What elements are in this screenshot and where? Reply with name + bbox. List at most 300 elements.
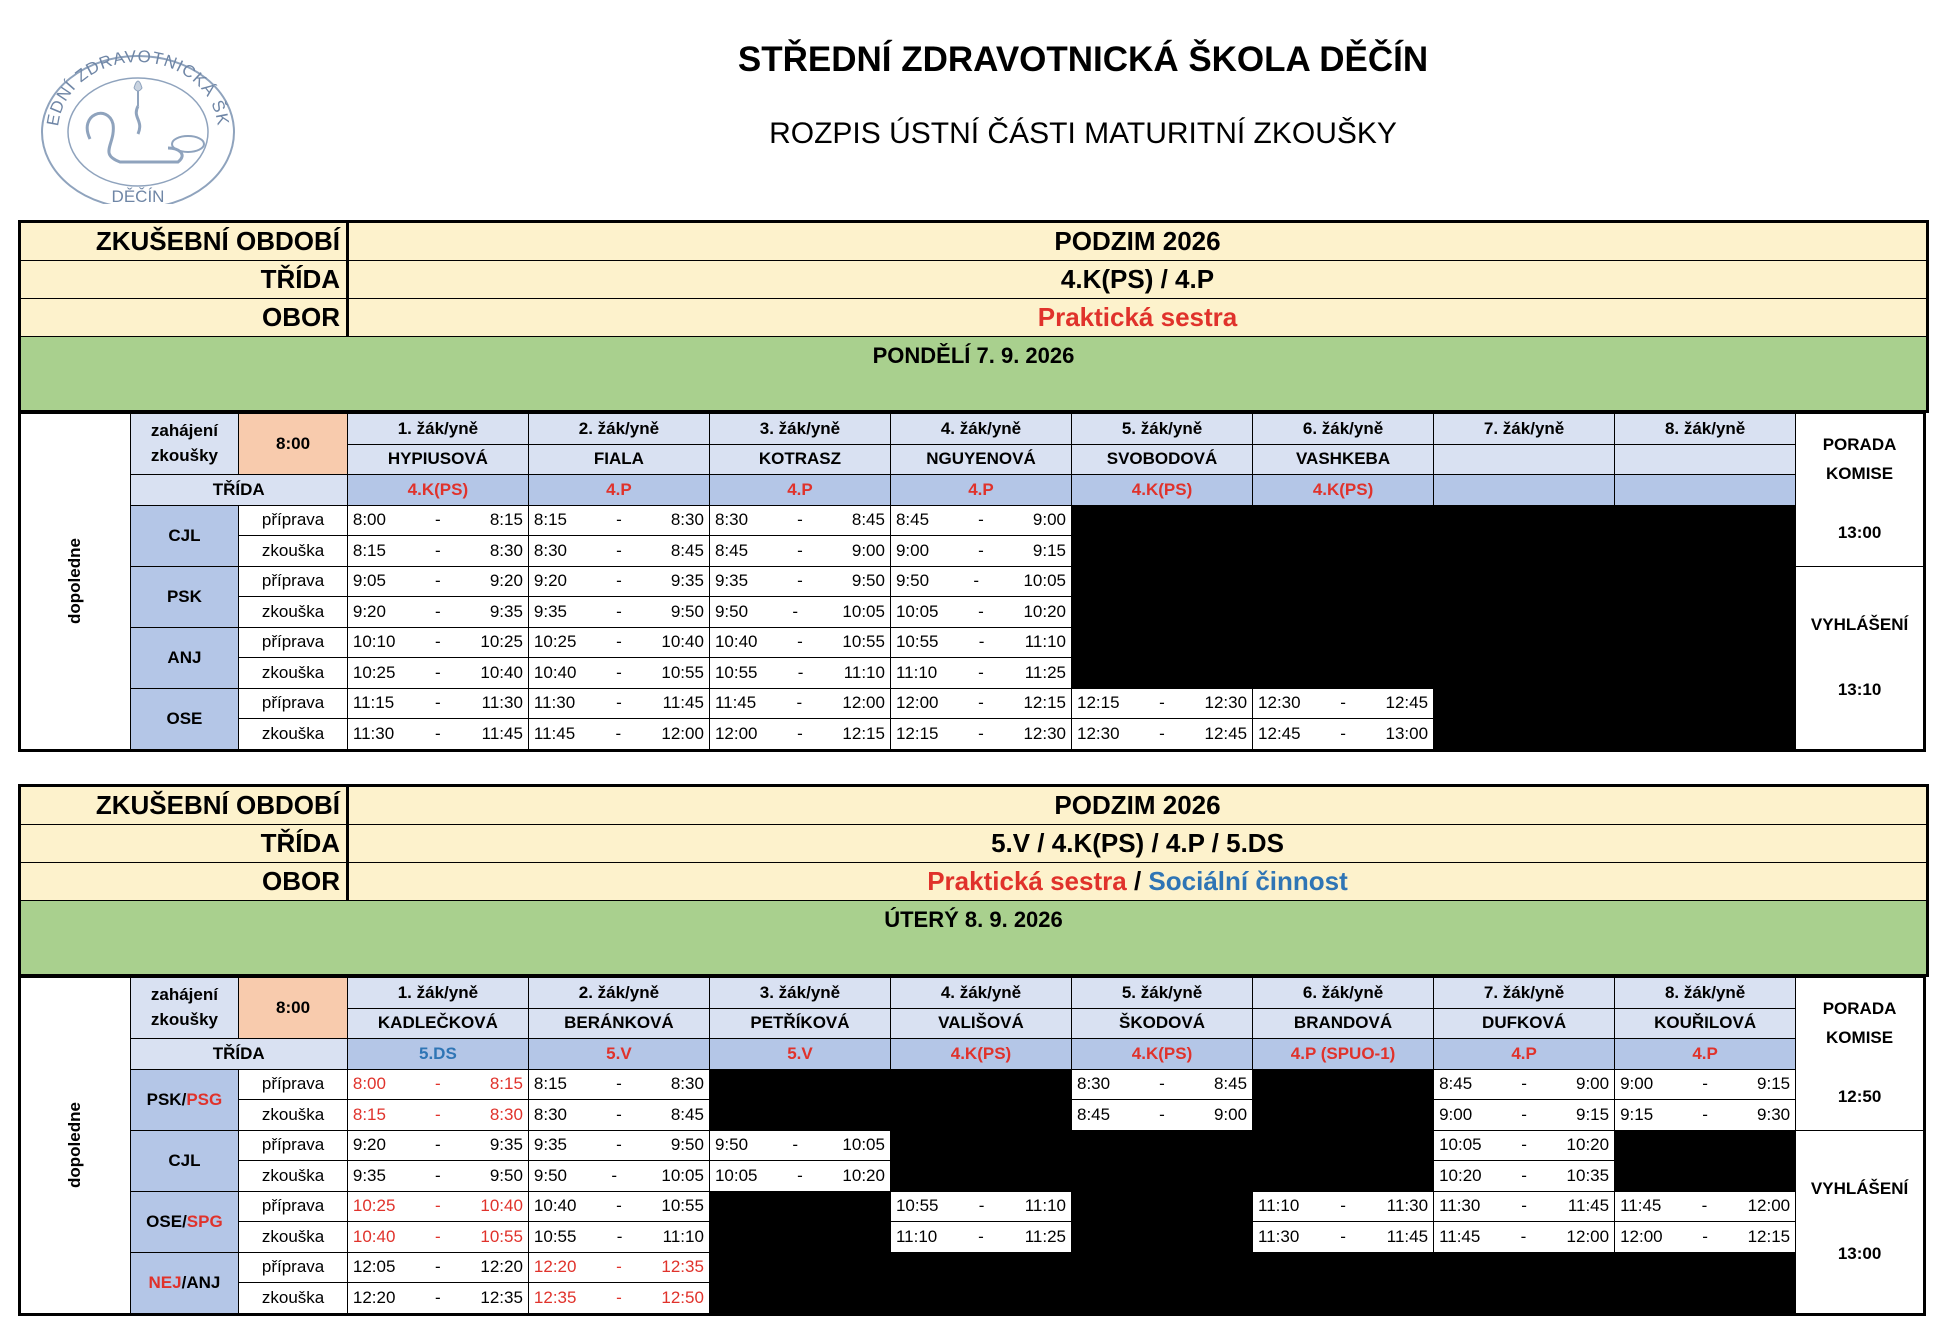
time-dash: - [616,1135,622,1155]
time-from: 10:55 [895,1196,939,1216]
empty-slot [890,1161,1071,1192]
time-dash: - [978,1226,984,1246]
time-dash: - [435,1135,441,1155]
student-name [1434,444,1615,475]
student-number: 8. žák/yně [1615,978,1796,1009]
time-to: 9:15 [1757,1074,1791,1094]
field-label: OBOR [20,299,348,337]
student-class: 5.V [709,1039,890,1070]
time-dash: - [435,1196,441,1216]
empty-slot [1253,1252,1434,1283]
student-class: 4.P [890,475,1071,506]
time-dash: - [1340,1196,1346,1216]
time-slot [347,597,528,628]
time-slot [1615,1191,1796,1222]
time-dash: - [797,662,804,682]
time-to: 10:05 [1023,571,1066,591]
time-dash: - [1702,1226,1708,1246]
time-to: 9:15 [1032,540,1066,560]
empty-slot [1615,719,1796,751]
empty-slot [890,1252,1071,1283]
empty-slot [1072,1252,1253,1283]
time-slot [709,505,890,536]
empty-slot [1072,536,1253,567]
time-slot [709,1130,890,1161]
student-number: 6. žák/yně [1253,414,1434,445]
empty-slot [709,1100,890,1131]
time-slot [1253,1222,1434,1253]
time-slot [347,1283,528,1315]
time-to: 8:30 [670,1074,704,1094]
time-dash: - [435,1104,441,1124]
time-slot [528,1161,709,1192]
meeting-cell [1796,978,1925,1131]
time-slot [1253,688,1434,719]
time-from: 11:15 [352,693,395,713]
time-from: 9:00 [1620,1074,1654,1094]
subject-code: PSG [186,1089,223,1109]
time-from: 9:35 [714,571,749,591]
student-number: 4. žák/yně [890,414,1071,445]
subject-cell: ANJ [130,627,239,688]
time-from: 8:45 [895,510,930,530]
time-slot [347,566,528,597]
empty-slot [1434,1252,1615,1283]
empty-slot [709,1191,890,1222]
page-subtitle: ROZPIS ÚSTNÍ ČÁSTI MATURITNÍ ZKOUŠKY [769,117,1397,150]
time-slot [890,658,1071,689]
prep-label: příprava [239,505,348,536]
time-from: 10:40 [533,1196,577,1216]
empty-slot [1072,1283,1253,1315]
time-dash: - [978,662,984,682]
time-to: 11:30 [481,693,523,713]
time-from: 8:30 [714,510,749,530]
time-to: 10:35 [1566,1165,1610,1185]
time-dash: - [1521,1196,1527,1216]
time-slot [528,505,709,536]
time-from: 10:25 [533,632,577,652]
empty-slot [1434,719,1615,751]
time-dash: - [1520,1226,1527,1246]
empty-slot [1434,597,1615,628]
time-from: 9:35 [533,601,567,621]
empty-slot [1615,688,1796,719]
time-to: 11:30 [1386,1196,1429,1216]
time-dash: - [616,1104,622,1124]
time-dash: - [435,1165,441,1185]
student-number: 4. žák/yně [890,978,1071,1009]
time-to: 12:00 [1566,1226,1610,1246]
time-to: 10:20 [1023,601,1066,621]
meeting-cell [1796,414,1925,567]
empty-slot [1615,536,1796,567]
time-to: 11:45 [1386,1226,1429,1246]
time-dash: - [616,540,622,560]
student-class: 4.P [528,475,709,506]
empty-slot [1253,597,1434,628]
time-slot [890,597,1071,628]
time-to: 8:30 [489,540,523,560]
empty-slot [1253,627,1434,658]
prep-label: příprava [239,1130,348,1161]
field-value: Praktická sestra [348,299,1928,337]
time-dash: - [797,723,803,743]
field-separator: / [1133,866,1142,896]
time-slot [1434,1130,1615,1161]
time-slot [347,688,528,719]
field-value-b: Sociální činnost [1148,866,1348,896]
student-class: 4.K(PS) [1253,475,1434,506]
empty-slot [1615,1130,1796,1161]
announce-cell [1796,566,1925,750]
time-from: 12:05 [352,1257,396,1277]
empty-slot [1253,536,1434,567]
subject-cell: OSE [130,688,239,750]
subject-cell [130,1191,239,1252]
time-from: 8:15 [533,1074,567,1094]
time-from: 8:15 [352,1104,386,1124]
time-from: 11:45 [533,723,576,743]
empty-slot [1615,1161,1796,1192]
time-slot [890,719,1071,751]
time-to: 12:15 [1023,693,1066,713]
time-slot [347,1161,528,1192]
subject-cell [130,1130,239,1191]
meeting-label: PORADA KOMISE [1822,435,1897,484]
time-to: 11:45 [1567,1196,1610,1216]
time-slot [1253,719,1434,751]
day2-schedule [18,977,1926,1316]
time-from: 12:00 [895,693,939,713]
exam-label: zkouška [239,658,348,689]
student-class: 4.K(PS) [347,475,528,506]
prep-label: příprava [239,1252,348,1283]
time-from: 10:55 [533,1226,577,1246]
time-dash: - [435,632,441,652]
time-dash: - [435,693,441,713]
time-slot [528,597,709,628]
time-slot [528,688,709,719]
time-from: 9:20 [352,601,386,621]
announce-cell [1796,1130,1925,1314]
time-from: 12:20 [533,1257,577,1277]
time-from: 9:05 [352,571,386,591]
empty-slot [1072,627,1253,658]
time-dash: - [1702,1104,1708,1124]
time-dash: - [797,632,803,652]
period-value: PODZIM 2026 [348,222,1928,261]
time-from: 8:30 [533,540,567,560]
time-dash: - [797,1165,803,1185]
empty-slot [1253,1161,1434,1192]
time-to: 8:45 [1213,1074,1248,1094]
time-from: 12:45 [1258,723,1301,743]
prep-label: příprava [239,1191,348,1222]
subject-code: CJL [168,1150,201,1170]
subject-code: NEJ [148,1272,182,1292]
time-to: 10:20 [842,1165,885,1185]
time-from: 10:55 [714,662,758,682]
student-number: 7. žák/yně [1434,414,1615,445]
empty-slot [709,1283,890,1315]
time-to: 9:50 [851,571,885,591]
time-to: 11:10 [1024,1196,1066,1216]
time-to: 9:00 [1032,510,1066,530]
empty-slot [1434,566,1615,597]
time-to: 10:55 [480,1226,523,1246]
time-dash: - [616,1257,622,1277]
time-slot [1253,1191,1434,1222]
time-from: 10:05 [714,1165,758,1185]
student-name [1615,444,1796,475]
time-to: 9:35 [670,571,704,591]
time-slot [890,505,1071,536]
start-time: 8:00 [239,978,348,1039]
prep-label: příprava [239,566,348,597]
empty-slot [709,1069,890,1100]
time-from: 8:30 [1077,1074,1111,1094]
announce-time: 13:00 [1837,1243,1882,1263]
time-to: 11:25 [1024,1226,1066,1246]
time-dash: - [435,723,441,743]
time-from: 11:30 [1258,1226,1300,1246]
empty-slot [709,1222,890,1253]
time-from: 9:15 [1620,1104,1654,1124]
time-from: 10:10 [352,632,396,652]
time-slot [1615,1222,1796,1253]
time-slot [347,627,528,658]
time-to: 12:00 [842,693,885,713]
time-dash: - [435,1257,441,1277]
subject-cell: CJL [130,505,239,566]
time-slot [528,1100,709,1131]
time-from: 9:50 [533,1165,567,1185]
time-dash: - [792,601,799,621]
time-dash: - [435,1287,441,1307]
student-number: 6. žák/yně [1253,978,1434,1009]
empty-slot [1253,1130,1434,1161]
time-dash: - [1159,723,1165,743]
time-dash: - [1159,1074,1165,1094]
student-class: 4.P [1615,1039,1796,1070]
time-slot [1434,1100,1615,1131]
time-slot [1072,1069,1253,1100]
time-slot [1434,1222,1615,1253]
empty-slot [1253,1283,1434,1315]
time-to: 9:50 [489,1165,523,1185]
time-from: 11:45 [1439,1226,1481,1246]
time-from: 9:20 [352,1135,386,1155]
time-slot [347,1100,528,1131]
time-dash: - [978,601,984,621]
empty-slot [1615,597,1796,628]
time-to: 10:55 [661,1196,704,1216]
time-to: 11:25 [1024,662,1066,682]
time-dash: - [1340,723,1346,743]
time-to: 12:35 [480,1287,523,1307]
logo-bottom-text: DĚČÍN [111,187,165,204]
time-dash: - [1702,1074,1708,1094]
time-from: 9:50 [714,601,749,621]
student-number: 8. žák/yně [1615,414,1796,445]
time-to: 9:00 [1576,1074,1610,1094]
time-to: 8:45 [851,510,885,530]
empty-slot [1072,658,1253,689]
time-dash: - [796,693,803,713]
time-slot [528,719,709,751]
time-to: 12:15 [1747,1226,1791,1246]
time-from: 12:00 [714,723,758,743]
time-slot [528,1252,709,1283]
time-dash: - [616,571,622,591]
student-name: DUFKOVÁ [1434,1008,1615,1039]
time-to: 9:50 [670,1135,704,1155]
announce-label: VYHLÁŠENÍ [1810,1178,1909,1198]
empty-slot [1434,658,1615,689]
time-slot [528,536,709,567]
time-from: 8:45 [1439,1074,1473,1094]
time-to: 12:15 [842,723,885,743]
student-class: 4.K(PS) [1072,475,1253,506]
student-class [1434,475,1615,506]
time-slot [347,536,528,567]
time-from: 12:35 [533,1287,577,1307]
time-slot [709,1161,890,1192]
time-to: 12:00 [1747,1196,1791,1216]
time-to: 10:55 [661,662,704,682]
student-name: PETŘÍKOVÁ [709,1008,890,1039]
time-to: 10:40 [661,632,704,652]
time-dash: - [615,723,622,743]
time-slot [890,688,1071,719]
announce-label: VYHLÁŠENÍ [1810,614,1909,634]
time-slot [347,1252,528,1283]
student-class: 4.P [1434,1039,1615,1070]
time-dash: - [1159,1104,1165,1124]
class-row-label: TŘÍDA [130,475,347,506]
empty-slot [1434,505,1615,536]
time-to: 9:35 [489,1135,523,1155]
exam-label: zkouška [239,719,348,751]
time-to: 9:00 [1213,1104,1248,1124]
day-date: ÚTERÝ 8. 9. 2026 [20,901,1928,976]
start-label: zahájení zkoušky [130,978,239,1039]
empty-slot [1072,1161,1253,1192]
page-title: STŘEDNÍ ZDRAVOTNICKÁ ŠKOLA DĚČÍN [737,40,1429,79]
time-slot [709,566,890,597]
time-slot [1434,1069,1615,1100]
time-dash: - [435,662,441,682]
time-to: 12:20 [480,1257,523,1277]
class-value: 5.V / 4.K(PS) / 4.P / 5.DS [348,825,1928,863]
time-to: 12:30 [1023,723,1066,743]
time-from: 9:20 [533,571,567,591]
student-class: 4.P (SPUO-1) [1253,1039,1434,1070]
time-dash: - [435,510,441,530]
empty-slot [890,1130,1071,1161]
field-value-a: Praktická sestra [927,866,1127,896]
time-to: 8:15 [489,1074,523,1094]
class-label: TŘÍDA [20,261,348,299]
time-slot [528,658,709,689]
empty-slot [1615,1252,1796,1283]
day1-block [18,220,1926,752]
student-name: HYPIUSOVÁ [347,444,528,475]
student-number: 5. žák/yně [1072,978,1253,1009]
empty-slot [1072,505,1253,536]
time-to: 12:35 [661,1257,704,1277]
time-dash: - [978,693,984,713]
time-from: 10:05 [895,601,939,621]
time-to: 10:40 [480,1196,523,1216]
student-class [1615,475,1796,506]
time-slot [1615,1100,1796,1131]
start-label: zahájení zkoušky [130,414,239,475]
time-slot [709,627,890,658]
time-slot [528,1191,709,1222]
time-dash: - [1701,1196,1708,1216]
student-number: 1. žák/yně [347,978,528,1009]
time-from: 8:15 [352,540,386,560]
student-name: VASHKEBA [1253,444,1434,475]
time-dash: - [616,1226,623,1246]
time-to: 10:20 [1566,1135,1610,1155]
time-to: 11:45 [481,723,523,743]
time-from: 9:00 [1439,1104,1473,1124]
time-from: 11:30 [533,693,576,713]
time-to: 8:45 [670,540,704,560]
time-from: 11:10 [1258,1196,1300,1216]
time-from: 11:30 [352,723,395,743]
student-class: 4.K(PS) [1072,1039,1253,1070]
student-name: KOTRASZ [709,444,890,475]
time-dash: - [1340,693,1346,713]
empty-slot [1253,1069,1434,1100]
time-from: 9:50 [895,571,930,591]
student-class: 5.DS [347,1039,528,1070]
empty-slot [1072,1191,1253,1222]
time-dash: - [1521,1135,1527,1155]
time-from: 8:45 [714,540,749,560]
empty-slot [1072,566,1253,597]
dopoledne-label: dopoledne [65,1102,85,1189]
time-dash: - [616,693,622,713]
time-dash: - [1521,1074,1527,1094]
subject-separator: / [181,1089,187,1109]
time-slot [528,1069,709,1100]
time-from: 10:25 [352,1196,396,1216]
time-to: 11:10 [843,662,885,682]
time-slot [1434,1191,1615,1222]
meeting-time: 12:50 [1837,1087,1882,1107]
time-slot [347,1130,528,1161]
time-slot [347,1069,528,1100]
time-dash: - [1340,1226,1346,1246]
subject-separator: / [181,1272,187,1292]
class-label: TŘÍDA [20,825,348,863]
time-to: 9:50 [670,601,704,621]
time-slot [890,1222,1071,1253]
time-to: 12:30 [1204,693,1248,713]
time-to: 10:05 [661,1165,704,1185]
prep-label: příprava [239,627,348,658]
empty-slot [1615,505,1796,536]
time-dash: - [978,723,984,743]
time-to: 9:00 [851,540,885,560]
day-date: PONDĚLÍ 7. 9. 2026 [20,337,1928,412]
time-slot [1434,1161,1615,1192]
